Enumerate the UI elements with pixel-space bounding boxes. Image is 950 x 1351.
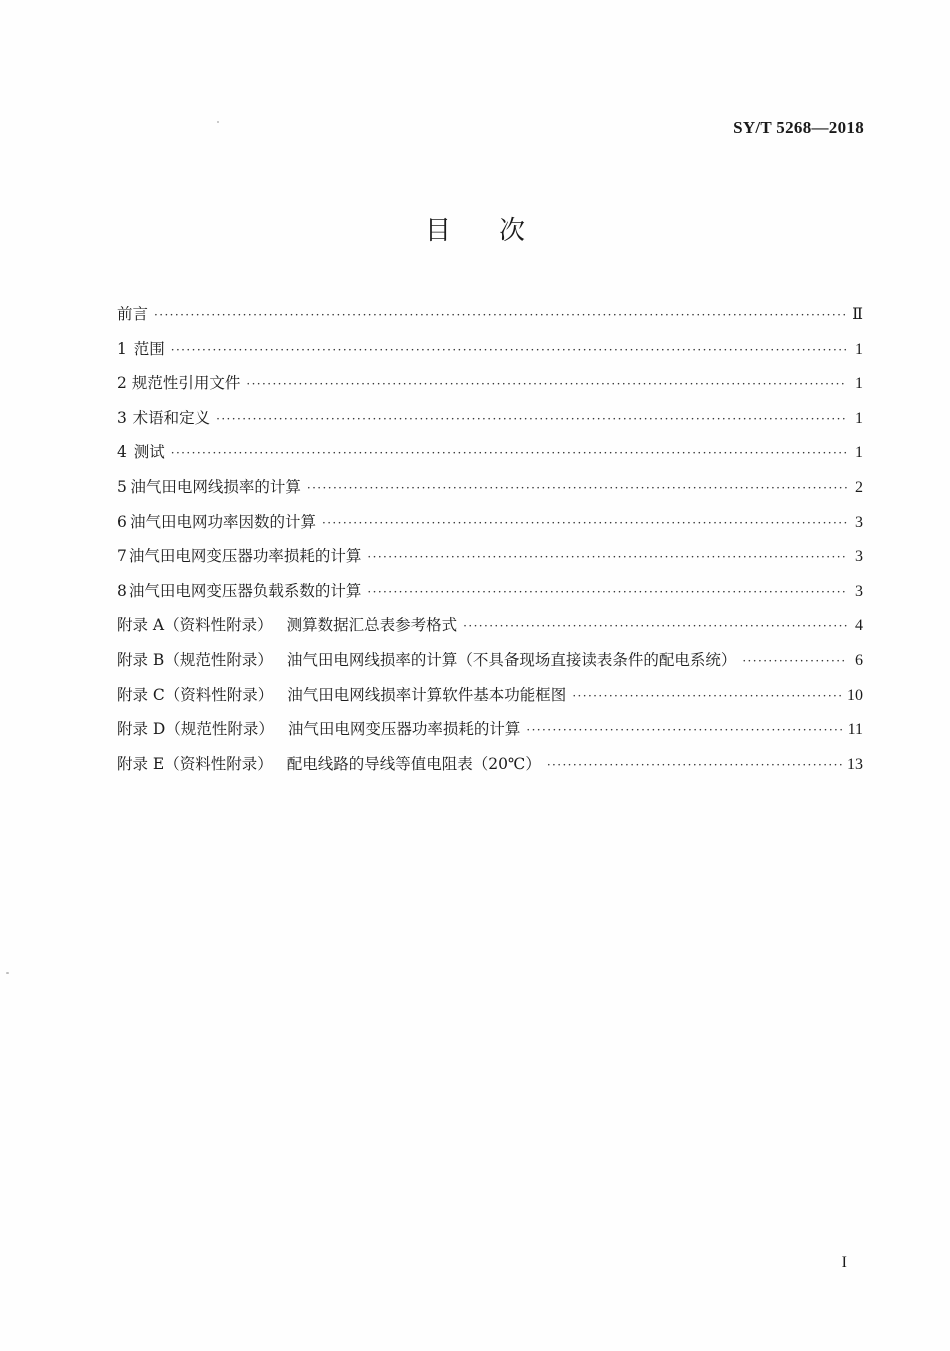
page-title: 目次 <box>424 216 573 246</box>
toc-page-number: 6 <box>855 651 863 669</box>
toc-page-number: 3 <box>855 582 863 600</box>
toc-entry-label: 前言 <box>117 305 149 323</box>
toc-leader-dots <box>154 308 847 322</box>
table-of-contents <box>117 302 863 786</box>
toc-entry-appendix-d[interactable] <box>117 717 863 752</box>
appendix-prefix: 附录 B（规范性附录） <box>117 650 273 669</box>
toc-leader-dots <box>463 619 847 633</box>
toc-leader-dots <box>171 446 847 460</box>
toc-entry-5[interactable] <box>117 475 863 510</box>
toc-page-number: 11 <box>847 721 863 739</box>
toc-entry-7[interactable] <box>117 544 863 579</box>
standard-code: SY/T 5268—2018 <box>733 118 864 137</box>
toc-entry-label: 测试 <box>133 443 165 462</box>
toc-entry-label: 术语和定义 <box>132 408 211 427</box>
toc-page-number: 4 <box>855 617 863 635</box>
toc-entry-label: 配电线路的导线等值电阻表（20℃） <box>286 754 541 773</box>
toc-entry-label: 油气田电网线损率计算软件基本功能框图 <box>287 685 567 704</box>
toc-entry-8[interactable] <box>117 579 863 614</box>
toc-entry-number: 4 <box>117 443 127 462</box>
toc-entry-label: 油气田电网线损率的计算（不具备现场直接读表条件的配电系统） <box>286 650 737 669</box>
toc-page-number: 3 <box>855 513 863 531</box>
toc-leader-dots <box>367 585 847 599</box>
toc-entry-foreword[interactable] <box>117 302 863 337</box>
appendix-prefix: 附录 A（资料性附录） <box>117 616 273 635</box>
toc-entry-appendix-b[interactable] <box>117 648 863 683</box>
toc-entry-3[interactable] <box>117 406 863 441</box>
scan-speck <box>6 972 9 974</box>
toc-entry-label: 范围 <box>133 339 165 358</box>
appendix-prefix: 附录 C（资料性附录） <box>117 685 274 704</box>
toc-leader-dots <box>526 723 843 737</box>
toc-page-number: Ⅱ <box>852 306 863 323</box>
toc-page-number: 1 <box>855 409 863 427</box>
toc-entry-2[interactable] <box>117 371 863 406</box>
toc-entry-number: 6 <box>117 512 127 531</box>
toc-leader-dots <box>307 481 847 495</box>
toc-entry-number: 5 <box>117 477 127 496</box>
toc-entry-6[interactable] <box>117 510 863 545</box>
toc-page-number: 10 <box>847 686 863 704</box>
toc-entry-number: 1 <box>117 339 127 358</box>
toc-page-number: 1 <box>855 444 863 462</box>
toc-entry-number: 3 <box>117 408 127 427</box>
toc-entry-label: 油气田电网变压器功率损耗的计算 <box>287 720 521 739</box>
toc-entry-label: 油气田电网线损率的计算 <box>130 477 301 496</box>
toc-leader-dots <box>742 654 847 668</box>
toc-entry-label: 测算数据汇总表参考格式 <box>286 616 458 635</box>
toc-entry-label: 规范性引用文件 <box>131 374 241 393</box>
toc-entry-label: 油气田电网变压器负载系数的计算 <box>128 581 362 600</box>
toc-entry-appendix-c[interactable] <box>117 683 863 718</box>
toc-entry-number: 7 <box>117 547 127 566</box>
toc-entry-appendix-e[interactable] <box>117 752 863 787</box>
toc-entry-4[interactable] <box>117 440 863 475</box>
toc-entry-number: 2 <box>117 374 127 393</box>
toc-leader-dots <box>216 412 847 426</box>
toc-page-number: 1 <box>855 375 863 393</box>
toc-entry-label: 油气田电网功率因数的计算 <box>129 512 316 531</box>
toc-entry-number: 8 <box>117 581 127 600</box>
toc-leader-dots <box>246 377 847 391</box>
toc-page-number: 3 <box>855 548 863 566</box>
toc-leader-dots <box>547 758 843 772</box>
toc-leader-dots <box>367 550 847 564</box>
appendix-prefix: 附录 D（规范性附录） <box>117 720 274 739</box>
toc-page-number: 2 <box>855 478 863 496</box>
toc-entry-label: 油气田电网变压器功率损耗的计算 <box>128 547 362 566</box>
toc-entry-appendix-a[interactable] <box>117 613 863 648</box>
toc-page-number: 13 <box>847 755 863 773</box>
toc-leader-dots <box>572 689 843 703</box>
appendix-prefix: 附录 E（资料性附录） <box>117 754 273 773</box>
page-number: I <box>841 1254 847 1271</box>
toc-leader-dots <box>322 516 847 530</box>
scan-speck <box>217 121 219 123</box>
toc-entry-1[interactable] <box>117 337 863 372</box>
toc-leader-dots <box>171 343 847 357</box>
toc-page-number: 1 <box>855 340 863 358</box>
